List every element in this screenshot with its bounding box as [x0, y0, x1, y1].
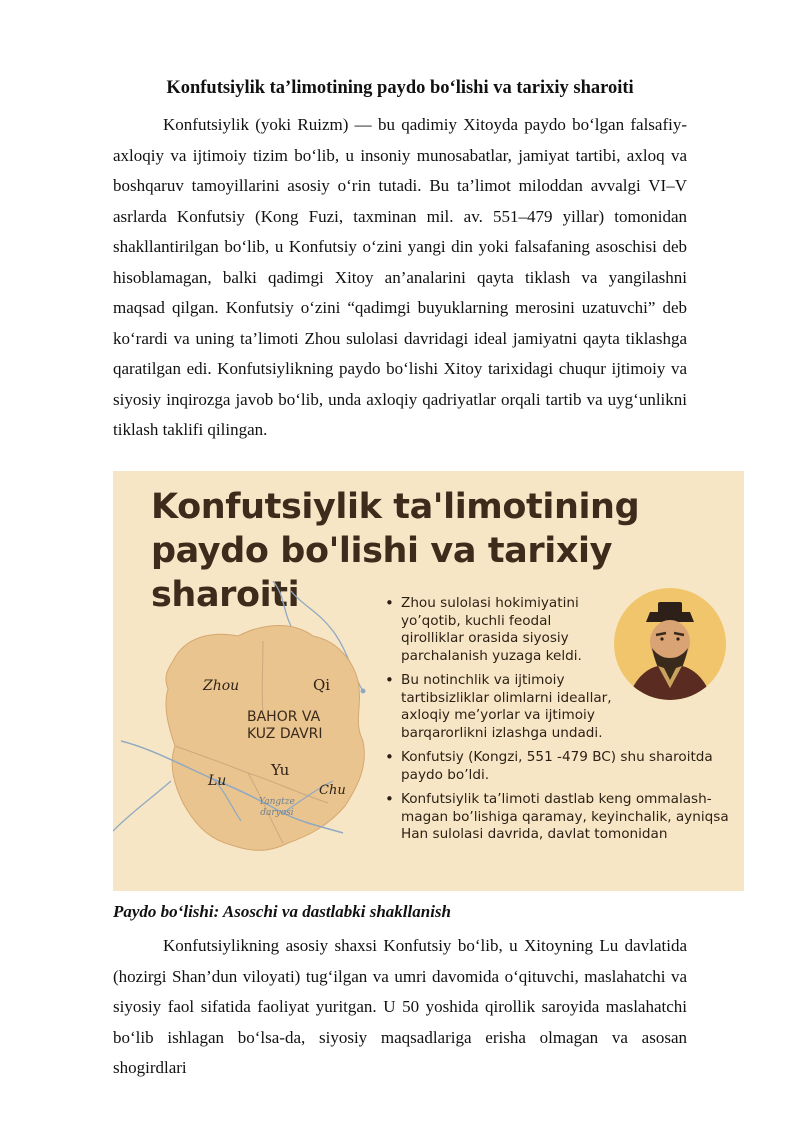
section-subheading: Paydo bo‘lishi: Asoschi va dastlabki shakllanish — [113, 902, 451, 921]
bullet-item: • Bu notinchlik va ijtimoiy tartibsizliklar olimlarni ideallar, axloqiy me’yorlar va ijtimoiy barqarorlikni izlashga undadi. — [383, 672, 626, 742]
map-label-river-line2: daryosi — [260, 808, 294, 818]
map-label-period — [247, 709, 323, 743]
bullet-item: • Konfutsiylik ta’limoti dastlab keng ommalash-magan bo’lishiga qaramay, keyinchalik, ayniqsa Han sulolasi davrida, davlat tomonidan — [383, 791, 743, 844]
bullet-item: • Konfutsiy (Kongzi, 551 -479 BC) shu sharoitda paydo bo’ldi. — [383, 749, 743, 784]
map-label-period-line2: KUZ DAVRI — [247, 726, 323, 742]
map-label-zhou: Zhou — [203, 678, 240, 694]
river-dot — [361, 689, 366, 694]
map-label-river — [259, 797, 295, 819]
intro-paragraph: Konfutsiylik (yoki Ruizm) — bu qadimiy Xitoyda paydo bo‘lgan falsafiy-axloqiy va ijtimoiy tizim bo‘lib, u insoniy munosabatlar, jamiyat tartibi, axloq va boshqaruv tamoyillarini asosiy o‘rin tutadi. Bu ta’limot miloddan avvalgi VI–V asrlarda Konfutsiy (Kong Fuzi, taxminan mil. av. 551–479 yillar) tomonidan shakllantirilgan bo‘lib, u Konfutsiy o‘zini yangi din yoki falsafaning asoschisi deb hisoblamagan, balki qadimgi Xitoy an’analarini qayta tiklash va yangilashni maqsad qilgan. Konfutsiy o‘zini “qadimgi buyuklarning merosini uzatuvchi” deb ko‘rardi va uning ta’limoti Zhou sulolasi davridagi ideal jamiyatni qayta tiklashga qaratilgan edi. Konfutsiylikning paydo bo‘lishi Xitoy tarixidagi chuqur ijtimoiy va siyosiy inqirozga javob bo‘lib, unda axloqiy qadriyatlar orqali tartib va uyg‘unlikni tiklash taklifi qilingan. — [113, 115, 687, 439]
river-line — [113, 781, 171, 831]
infographic-title-line2: paydo bo'lishi va tarixiy sharoiti — [151, 531, 613, 615]
map-label-yu: Yu — [271, 761, 290, 779]
infographic-figure — [113, 471, 744, 891]
river-line — [273, 581, 291, 626]
confucius-portrait-icon — [614, 588, 726, 700]
map-label-qi: Qi — [313, 676, 331, 694]
map-label-lu: Lu — [208, 773, 227, 789]
document-heading: Konfutsiylik ta’limotining paydo bo‘lishi va tarixiy sharoiti — [166, 78, 634, 98]
origin-paragraph: Konfutsiylikning asosiy shaxsi Konfutsiy bo‘lib, u Xitoyning Lu davlatida (hozirgi Shan’dun viloyati) tug‘ilgan va umri davomida o‘qituvchi, maslahatchi va siyosiy faol sifatida faoliyat yuritgan. U 50 yoshida qirollik saroyida maslahatchi bo‘lib ishlagan bo‘lsa-da, siyosiy maqsadlariga erisha olmagan va asosan shogirdlari — [113, 936, 687, 1077]
map-label-chu: Chu — [319, 783, 346, 798]
bullet-item: • Zhou sulolasi hokimiyatini yo’qotib, kuchli feodal qirolliklar orasida siyosiy parchalanish yuzaga keldi. — [383, 595, 616, 665]
infographic-title-line1: Konfutsiylik ta'limotining — [151, 487, 640, 527]
map-label-river-line1: Yangtze — [259, 797, 295, 807]
map-label-period-line1: BAHOR VA — [247, 709, 321, 725]
